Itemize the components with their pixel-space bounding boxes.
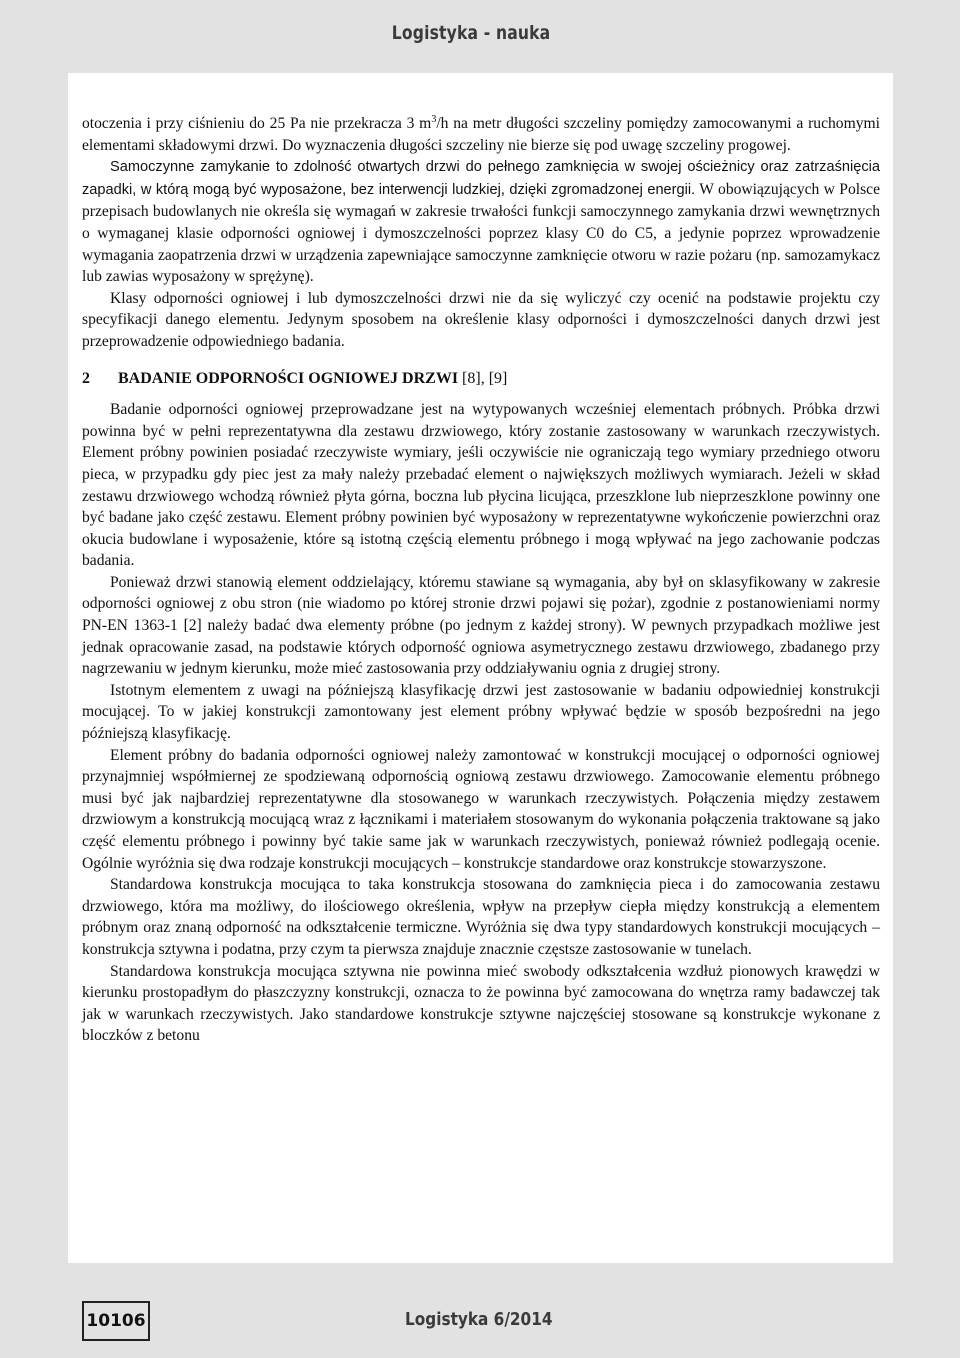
journal-issue: Logistyka 6/2014 [405,1309,553,1330]
paragraph-4: Badanie odporności ogniowej przeprowadzane jest na wytypowanych wcześniej elementach próbnych. Próbka drzwi powinna być w pełni reprezentatywna dla zestawu drzwiowego, który zostanie zastosowany w warunkach rzeczywistych. Element próbny powinien posiadać rzeczywiste wymiary, jeśli oczywiście nie ograniczają tego wymiary przedniego otworu pieca, w przypadku gdy piec jest za mały należy przebadać element o największych możliwych wymiarach. Jeżeli w skład zestawu drzwiowego wchodzą również płyta górna, boczna lub płycina licująca, przeszklone lub nieprzeszklone powinny one być badane jako część zestawu. Element próbny powinien być wyposażony w reprezentatywne wykończenie powierzchni oraz okucia budowlane i wyposażenie, które są istotną częścią elementu próbnego i mogą wpływać na jego zachowanie podczas badania. [82,401,880,570]
section-references: [8], [9] [458,369,508,387]
page-number-box [82,1301,150,1341]
paragraph-7: Element próbny do badania odporności ogniowej należy zamontować w konstrukcji mocującej o odporności ogniowej przynajmniej współmiernej ze spodziewaną odpornością ogniową zestawu drzwiowego. Zamocowanie elementu próbnego musi być jak najbardziej reprezentatywne dla stosowanego w warunkach rzeczywistych. Połączenia między zestawem drzwiowym a konstrukcją mocującą wraz z łącznikami i materiałem stosowanym do wykonania połączenia traktowane są jako część elementu próbnego i powinny być takie same jak w warunkach rzeczywistych, ponieważ również podlegają ocenie. Ogólnie wyróżnia się dwa rodzaje konstrukcji mocujących – konstrukcje standardowe oraz konstrukcje stowarzyszone. [82,746,880,872]
section-heading [82,368,880,390]
superscript: 3 [431,113,437,125]
section-title: BADANIE ODPORNOŚCI OGNIOWEJ DRZWI [118,369,459,387]
paragraph-1: otoczenia i przy ciśnieniu do 25 Pa nie przekracza 3 $m^3/h$ na metr długości szczeliny pomiędzy zamocowanymi a ruchomymi elementami składowymi drzwi. Do wyznaczenia długości szczeliny nie bierze się pod uwagę szczeliny progowej. [82,113,880,154]
journal-section-title: Logistyka - nauka [391,22,550,44]
page-number: 10106 [86,1311,146,1331]
paragraph-6: Istotnym elementem z uwagi na późniejszą klasyfikację drzwi jest zastosowanie w badaniu odpowiedniej konstrukcji mocującej. To w jakiej konstrukcji zamontowany jest element próbny wpływać będzie w sposób bezpośredni na jego późniejszą klasyfikację. [82,681,880,743]
paragraph-9: Standardowa konstrukcja mocująca sztywna nie powinna mieć swobody odkształcenia wzdłuż pionowych krawędzi w kierunku prostopadłym do płaszczyzny konstrukcji, oznacza to że powinna być zamocowana do wnętrza ramy badawczej tak jak w warunkach rzeczywistych. Jako standardowe konstrukcje sztywne najczęściej stosowane są konstrukcje wykonane z bloczków z betonu [82,962,880,1045]
paragraph-8: Standardowa konstrukcja mocująca to taka konstrukcja stosowana do zamknięcia pieca i do zamocowania zestawu drzwiowego, która ma możliwy, do ilościowego określenia, wpływ na przepływ ciepła między konstrukcją a elementem próbnym oraz znaną odporność na odkształcenie termiczne. Wyróżnia się dwa typy standardowych konstrukcji mocujących – konstrukcja sztywna i podatna, przy czym ta pierwsza znajduje znacznie częstsze zastosowanie w tunelach. [82,876,880,958]
section-number: 2 [82,369,90,387]
definition-text: Samoczynne zamykanie to zdolność otwartych drzwi do pełnego zamknięcia w swojej ościeżnicy oraz zatrzaśnięcia zapadki, w którą mogą być wyposażone, bez interwencji ludzkiej, dzięki zgromadzonej energii. [82,159,880,198]
page-header [0,0,960,72]
page-body [68,73,893,1263]
paragraph-3: Klasy odporności ogniowej i lub dymoszczelności drzwi nie da się wyliczyć czy ocenić na podstawie projektu czy specyfikacji danego elementu. Jedynym sposobem na określenie klasy odporności i dymoszczelności danych drzwi jest przeprowadzenie odpowiedniego badania. [82,289,880,350]
paragraph-5: Ponieważ drzwi stanowią element oddzielający, któremu stawiane są wymagania, aby był on sklasyfikowany w zakresie odporności ogniowej z obu stron (nie wiadomo po której stronie drzwi pojawi się pożar), zgodnie z postanowieniami normy PN-EN 1363-1 [2] należy badać dwa elementy próbne (po jednym z każdej strony). W pewnych przypadkach możliwe jest jednak opracowanie zasad, na podstawie których odporność ogniowa asymetrycznego zestawu drzwiowego, zbadanego przy nagrzewaniu w jednym kierunku, może mieć zastosowania przy oddziaływaniu ognia z drugiej strony. [82,573,880,678]
article-text [82,113,880,1047]
paragraph-2: Samoczynne zamykanie to zdolność otwartych drzwi do pełnego zamknięcia w swojej ościeżnicy oraz zatrzaśnięcia zapadki, w którą mogą być wyposażone, bez interwencji ludzkiej, dzięki zgromadzonej energii. W obowiązujących w Polsce przepisach budowlanych nie określa się wymagań w zakresie trwałości funkcji samoczynnego zamykania drzwi wewnętrznych o wymaganej klasie odporności ogniowej i dymoszczelności poprzez klasy C0 do C5, a jedynie poprzez wprowadzenie wymagania zaopatrzenia drzwi w urządzenia zapewniające samoczynne zamknięcie otworu w razie pożaru (np. samozamykacz lub zawias wyposażony w sprężynę). [82,159,880,286]
